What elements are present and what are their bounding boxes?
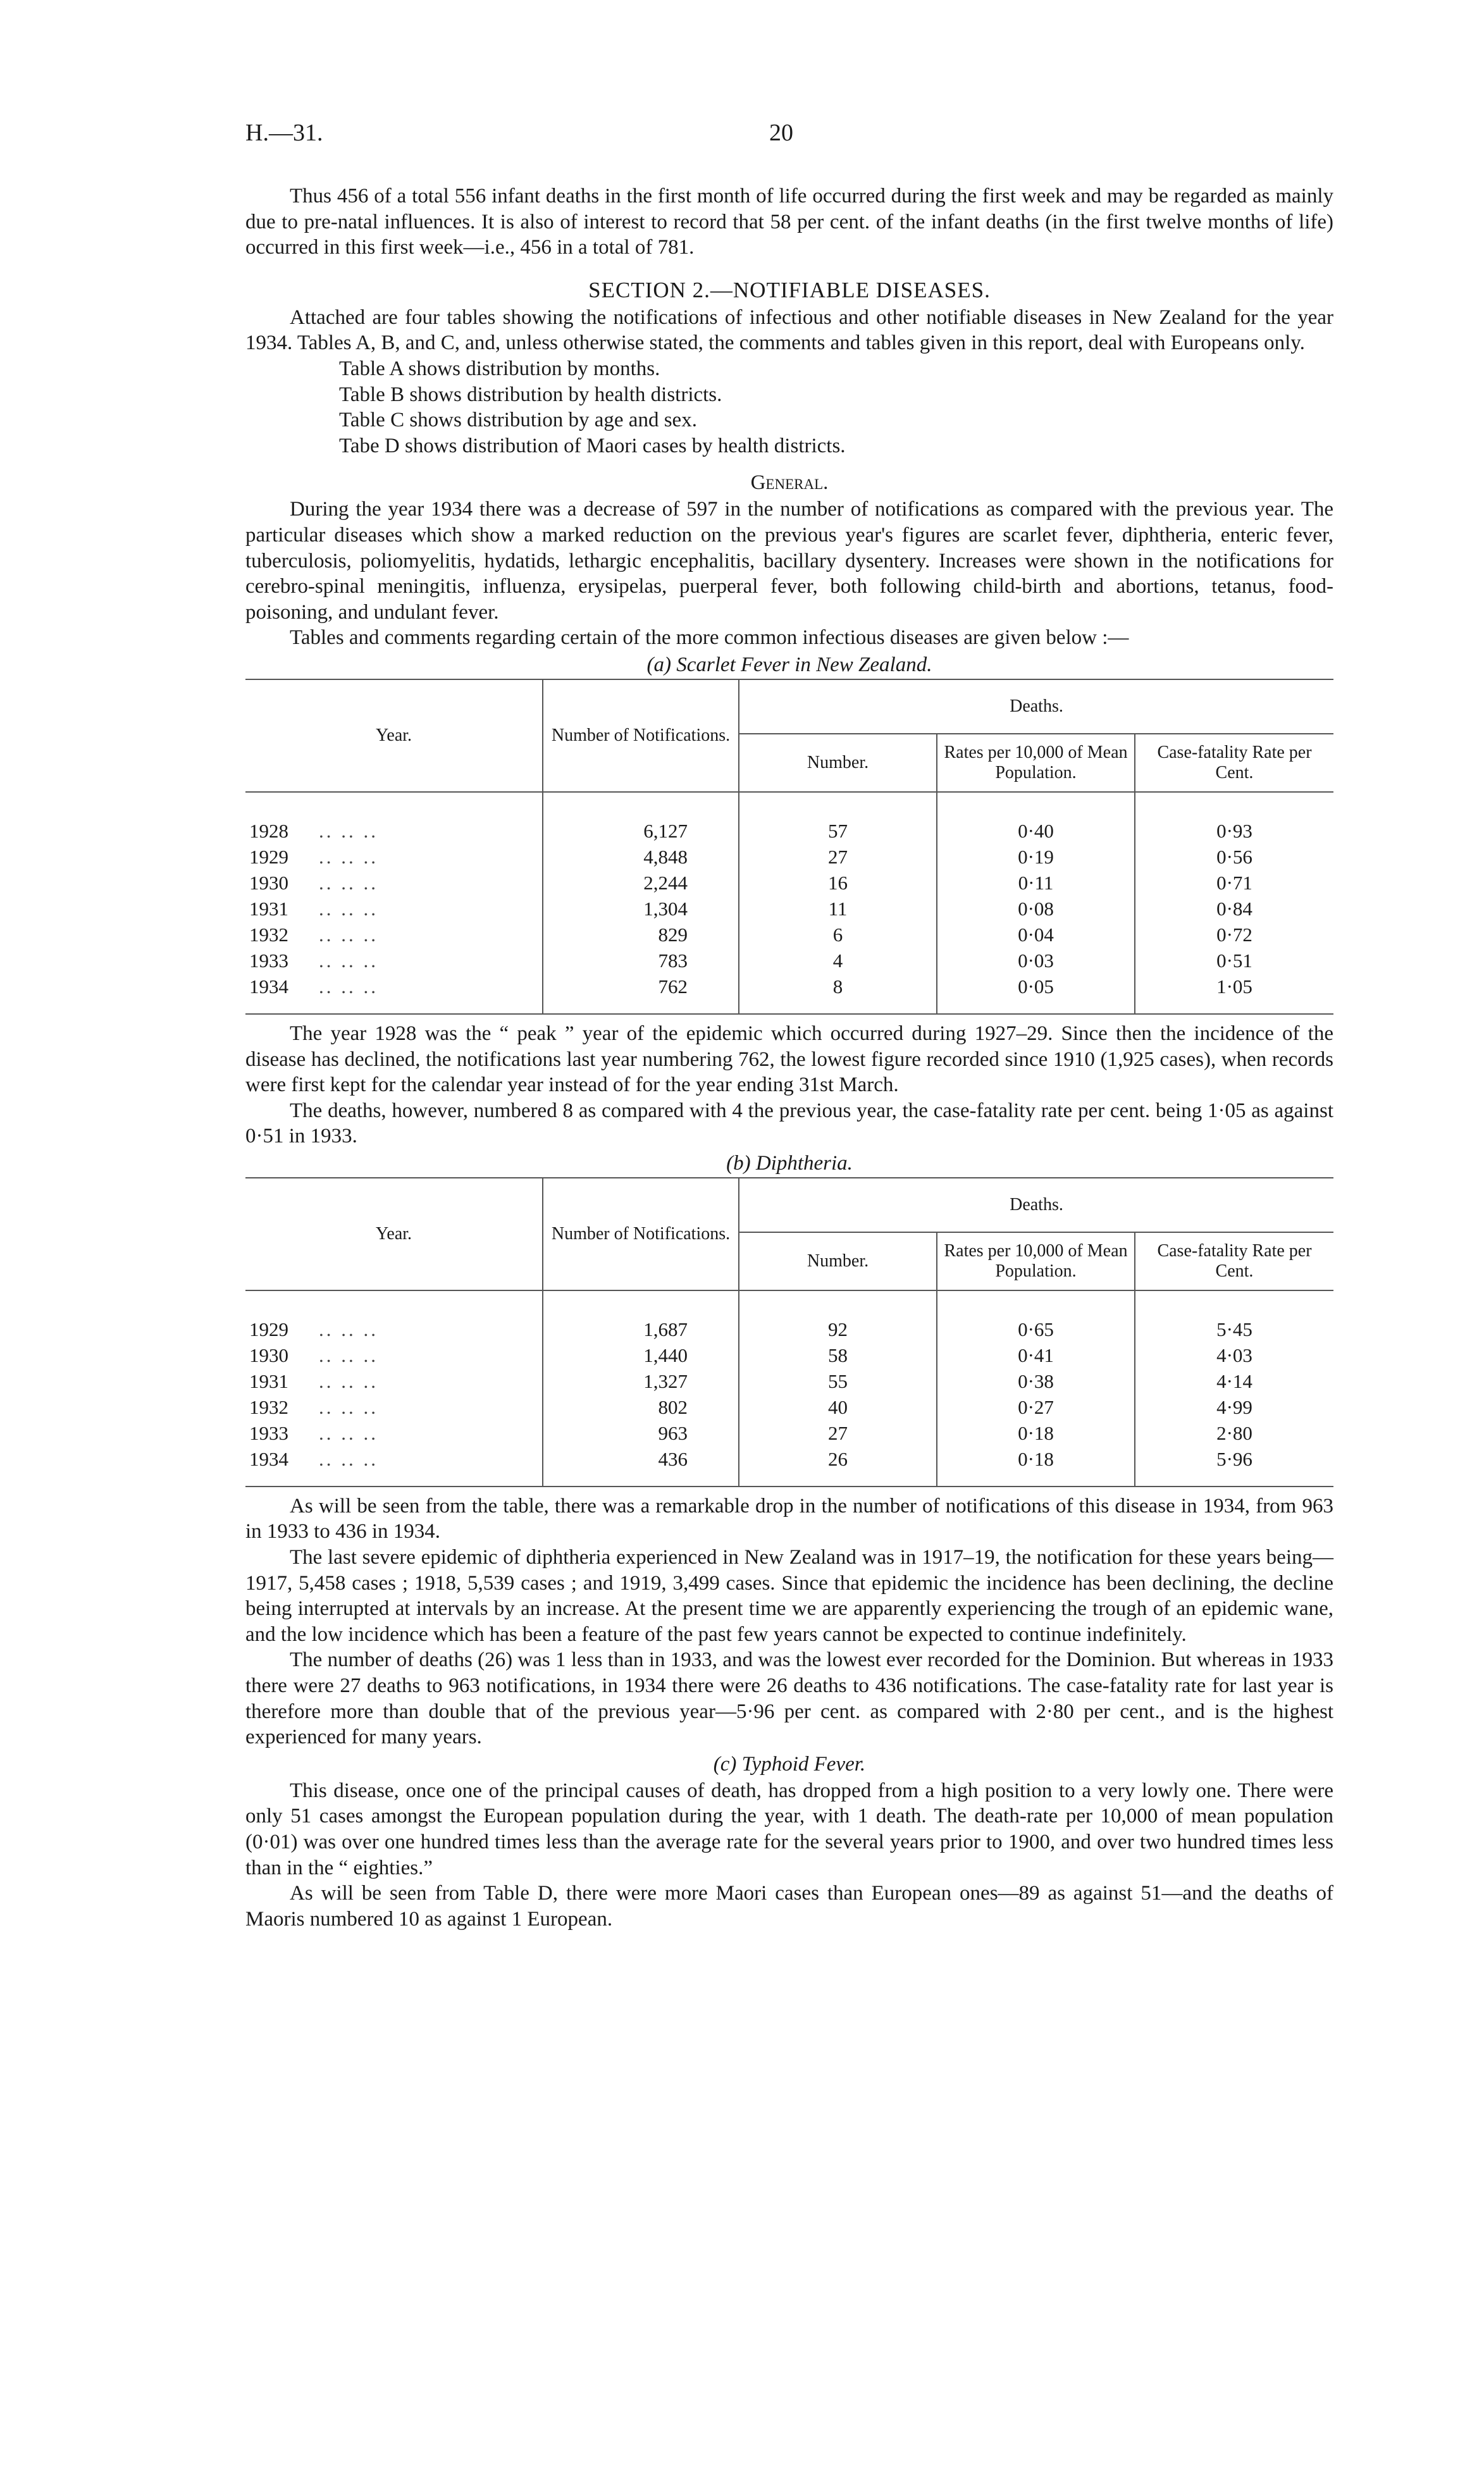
report-reference: H.—31. bbox=[245, 120, 323, 146]
leader-dots: .. .. .. bbox=[319, 845, 378, 868]
deaths-cell: 27 bbox=[739, 844, 937, 870]
fatality-cell: 0·72 bbox=[1135, 922, 1333, 948]
diphtheria-paragraph-3: The number of deaths (26) was 1 less than in 1933, and was the lowest ever recorded for the Dominion. But whereas in 1933 there were 27 deaths to 963 notifications, in 1934 there were 26 deaths to 436 notifications. The case-fatality rate for last year is therefore more than double that of the previous year—5·96 per cent. as compared with 2·80 per cent., and is the highest experienced for many years. bbox=[245, 1648, 1333, 1749]
rate-cell: 0·04 bbox=[937, 922, 1135, 948]
diphtheria-title: (b) Diphtheria. bbox=[726, 1151, 853, 1175]
table-row bbox=[245, 1394, 1333, 1420]
fatality-cell: 1·05 bbox=[1135, 974, 1333, 999]
general-paragraph-2: Tables and comments regarding certain of the more common infectious diseases are given below :— bbox=[290, 626, 1129, 650]
deaths-cell: 27 bbox=[739, 1420, 937, 1446]
year-value: 1932 bbox=[249, 1395, 288, 1418]
year-value: 1931 bbox=[249, 1369, 288, 1392]
deaths-header: Deaths. bbox=[739, 1178, 1333, 1232]
fatality-cell: 0·51 bbox=[1135, 948, 1333, 974]
year-cell bbox=[245, 1342, 543, 1368]
year-cell bbox=[245, 870, 543, 896]
rate-cell: 0·19 bbox=[937, 844, 1135, 870]
year-header: Year. bbox=[245, 679, 543, 792]
leader-dots: .. .. .. bbox=[319, 1369, 378, 1392]
year-cell bbox=[245, 844, 543, 870]
year-value: 1931 bbox=[249, 897, 288, 920]
section-title: SECTION 2.—NOTIFIABLE DISEASES. bbox=[588, 277, 991, 302]
leader-dots: .. .. .. bbox=[319, 1447, 378, 1470]
fatality-cell: 0·93 bbox=[1135, 818, 1333, 844]
list-item: Tabe D shows distribution of Maori cases by health districts. bbox=[339, 434, 846, 457]
fatality-cell: 4·99 bbox=[1135, 1394, 1333, 1420]
table-row bbox=[245, 870, 1333, 896]
list-item: Table C shows distribution by age and sex. bbox=[339, 409, 697, 432]
deaths-cell: 92 bbox=[739, 1316, 937, 1342]
year-cell bbox=[245, 1316, 543, 1342]
year-value: 1933 bbox=[249, 1421, 288, 1444]
notifications-cell: 1,687 bbox=[543, 1316, 739, 1342]
deaths-cell: 58 bbox=[739, 1342, 937, 1368]
list-item: Table B shows distribution by health districts. bbox=[339, 383, 722, 406]
year-cell bbox=[245, 1446, 543, 1472]
year-value: 1934 bbox=[249, 1447, 288, 1470]
rate-cell: 0·05 bbox=[937, 974, 1135, 999]
year-cell bbox=[245, 922, 543, 948]
diphtheria-paragraph-2: The last severe epidemic of diphtheria experienced in New Zealand was in 1917–19, the notification for these years being—1917, 5,458 cases ; 1918, 5,539 cases ; and 1919, 3,499 cases. Since that epidemic the incidence has been declining, the decline being interrupted at intervals by an increase. At the present time we are apparently experiencing the trough of an epidemic wane, and the low incidence which has been a feature of the past few years cannot be expected to continue indefinitely. bbox=[245, 1546, 1333, 1646]
leader-dots: .. .. .. bbox=[319, 1421, 378, 1444]
general-paragraph-1: During the year 1934 there was a decrease of 597 in the number of notifications as compared with the previous year. The particular diseases which show a marked reduction on the previous year's figures are scarlet fever, diphtheria, enteric fever, tuberculosis, poliomyelitis, hydatids, lethargic encephalitis, bacillary dysentery. Increases were shown in the notifications for cerebro-spinal meningitis, influenza, erysipelas, puerperal fever, both following child-birth and abortions, tetanus, food-poisoning, and undulant fever. bbox=[245, 498, 1333, 624]
notifications-cell: 762 bbox=[543, 974, 739, 999]
deaths-header: Deaths. bbox=[739, 679, 1333, 734]
year-cell bbox=[245, 1420, 543, 1446]
notifications-cell: 783 bbox=[543, 948, 739, 974]
deaths-number-header: Number. bbox=[739, 1232, 937, 1290]
case-fatality-header: Case-fatality Rate per Cent. bbox=[1135, 1232, 1333, 1290]
year-cell bbox=[245, 948, 543, 974]
rates-header: Rates per 10,000 of Mean Population. bbox=[937, 734, 1135, 792]
leader-dots: .. .. .. bbox=[319, 819, 378, 842]
year-cell bbox=[245, 1394, 543, 1420]
leader-dots: .. .. .. bbox=[319, 949, 378, 972]
rate-cell: 0·03 bbox=[937, 948, 1135, 974]
section-paragraph: Attached are four tables showing the notifications of infectious and other notifiable diseases in New Zealand for the year 1934. Tables A, B, and C, and, unless otherwise stated, the comments and tables given in this report, deal with Europeans only. bbox=[245, 306, 1333, 355]
leader-dots: .. .. .. bbox=[319, 897, 378, 920]
case-fatality-header: Case-fatality Rate per Cent. bbox=[1135, 734, 1333, 792]
page-body bbox=[245, 183, 1333, 1932]
year-cell bbox=[245, 974, 543, 999]
year-cell bbox=[245, 896, 543, 922]
table-row bbox=[245, 974, 1333, 999]
leader-dots: .. .. .. bbox=[319, 871, 378, 894]
notifications-cell: 829 bbox=[543, 922, 739, 948]
deaths-cell: 6 bbox=[739, 922, 937, 948]
leader-dots: .. .. .. bbox=[319, 1395, 378, 1418]
rate-cell: 0·27 bbox=[937, 1394, 1135, 1420]
rate-cell: 0·40 bbox=[937, 818, 1135, 844]
leader-dots: .. .. .. bbox=[319, 1318, 378, 1340]
rate-cell: 0·38 bbox=[937, 1368, 1135, 1394]
deaths-cell: 4 bbox=[739, 948, 937, 974]
table-row bbox=[245, 1368, 1333, 1394]
table-row bbox=[245, 844, 1333, 870]
table-list bbox=[245, 356, 1333, 459]
page-number: 20 bbox=[769, 120, 793, 146]
table-row bbox=[245, 948, 1333, 974]
year-value: 1932 bbox=[249, 923, 288, 946]
table-row bbox=[245, 1342, 1333, 1368]
fatality-cell: 5·96 bbox=[1135, 1446, 1333, 1472]
deaths-cell: 11 bbox=[739, 896, 937, 922]
diphtheria-paragraph-1: As will be seen from the table, there was a remarkable drop in the number of notifications of this disease in 1934, from 963 in 1933 to 436 in 1934. bbox=[245, 1494, 1333, 1543]
rate-cell: 0·65 bbox=[937, 1316, 1135, 1342]
table-row bbox=[245, 896, 1333, 922]
year-value: 1930 bbox=[249, 1344, 288, 1366]
scarlet-fever-paragraph-2: The deaths, however, numbered 8 as compared with 4 the previous year, the case-fatality rate per cent. being 1·05 as against 0·51 in 1933. bbox=[245, 1099, 1333, 1148]
deaths-cell: 55 bbox=[739, 1368, 937, 1394]
rate-cell: 0·11 bbox=[937, 870, 1135, 896]
table-row bbox=[245, 1446, 1333, 1472]
notifications-cell: 1,304 bbox=[543, 896, 739, 922]
table-row bbox=[245, 1420, 1333, 1446]
year-value: 1928 bbox=[249, 819, 288, 842]
typhoid-paragraph-2: As will be seen from Table D, there were more Maori cases than European ones—89 as against 51—and the deaths of Maoris numbered 10 as against 1 European. bbox=[245, 1882, 1333, 1931]
deaths-cell: 26 bbox=[739, 1446, 937, 1472]
notifications-cell: 802 bbox=[543, 1394, 739, 1420]
notifications-cell: 1,440 bbox=[543, 1342, 739, 1368]
rate-cell: 0·41 bbox=[937, 1342, 1135, 1368]
intro-paragraph: Thus 456 of a total 556 infant deaths in the first month of life occurred during the first week and may be regarded as mainly due to pre-natal influences. It is also of interest to record that 58 per cent. of the infant deaths (in the first twelve months of life) occurred in this first week—i.e., 456 in a total of 781. bbox=[245, 185, 1333, 259]
year-value: 1934 bbox=[249, 975, 288, 998]
rate-cell: 0·18 bbox=[937, 1446, 1135, 1472]
deaths-cell: 8 bbox=[739, 974, 937, 999]
deaths-cell: 40 bbox=[739, 1394, 937, 1420]
fatality-cell: 0·56 bbox=[1135, 844, 1333, 870]
diphtheria-table bbox=[245, 1177, 1333, 1487]
notifications-cell: 1,327 bbox=[543, 1368, 739, 1394]
rate-cell: 0·08 bbox=[937, 896, 1135, 922]
notifications-cell: 963 bbox=[543, 1420, 739, 1446]
rates-header: Rates per 10,000 of Mean Population. bbox=[937, 1232, 1135, 1290]
scarlet-fever-title: (a) Scarlet Fever in New Zealand. bbox=[646, 653, 932, 676]
table-row bbox=[245, 1316, 1333, 1342]
year-cell bbox=[245, 818, 543, 844]
fatality-cell: 4·03 bbox=[1135, 1342, 1333, 1368]
rate-cell: 0·18 bbox=[937, 1420, 1135, 1446]
notifications-header: Number of Notifications. bbox=[543, 679, 739, 792]
year-value: 1929 bbox=[249, 1318, 288, 1340]
notifications-cell: 2,244 bbox=[543, 870, 739, 896]
year-value: 1929 bbox=[249, 845, 288, 868]
list-item: Table A shows distribution by months. bbox=[339, 357, 660, 380]
year-cell bbox=[245, 1368, 543, 1394]
notifications-header: Number of Notifications. bbox=[543, 1178, 739, 1290]
fatality-cell: 0·84 bbox=[1135, 896, 1333, 922]
fatality-cell: 2·80 bbox=[1135, 1420, 1333, 1446]
year-value: 1933 bbox=[249, 949, 288, 972]
notifications-cell: 4,848 bbox=[543, 844, 739, 870]
year-value: 1930 bbox=[249, 871, 288, 894]
deaths-number-header: Number. bbox=[739, 734, 937, 792]
table-row bbox=[245, 922, 1333, 948]
leader-dots: .. .. .. bbox=[319, 975, 378, 998]
leader-dots: .. .. .. bbox=[319, 923, 378, 946]
deaths-cell: 16 bbox=[739, 870, 937, 896]
general-heading: General. bbox=[750, 471, 829, 495]
scarlet-fever-paragraph-1: The year 1928 was the “ peak ” year of the epidemic which occurred during 1927–29. Since then the incidence of the disease has declined, the notifications last year numbering 762, the lowest figure recorded since 1910 (1,925 cases), when records were first kept for the calendar year instead of for the year ending 31st March. bbox=[245, 1022, 1333, 1097]
fatality-cell: 4·14 bbox=[1135, 1368, 1333, 1394]
year-header: Year. bbox=[245, 1178, 543, 1290]
scarlet-fever-table bbox=[245, 679, 1333, 1015]
fatality-cell: 0·71 bbox=[1135, 870, 1333, 896]
typhoid-title: (c) Typhoid Fever. bbox=[713, 1752, 866, 1776]
typhoid-paragraph-1: This disease, once one of the principal causes of death, has dropped from a high position to a very lowly one. There were only 51 cases amongst the European population during the year, with 1 death. The death-rate per 10,000 of mean population (0·01) was over one hundred times less than the average rate for the several years prior to 1900, and over two hundred times less than in the “ eighties.” bbox=[245, 1779, 1333, 1879]
fatality-cell: 5·45 bbox=[1135, 1316, 1333, 1342]
notifications-cell: 6,127 bbox=[543, 818, 739, 844]
notifications-cell: 436 bbox=[543, 1446, 739, 1472]
deaths-cell: 57 bbox=[739, 818, 937, 844]
leader-dots: .. .. .. bbox=[319, 1344, 378, 1366]
table-row bbox=[245, 818, 1333, 844]
